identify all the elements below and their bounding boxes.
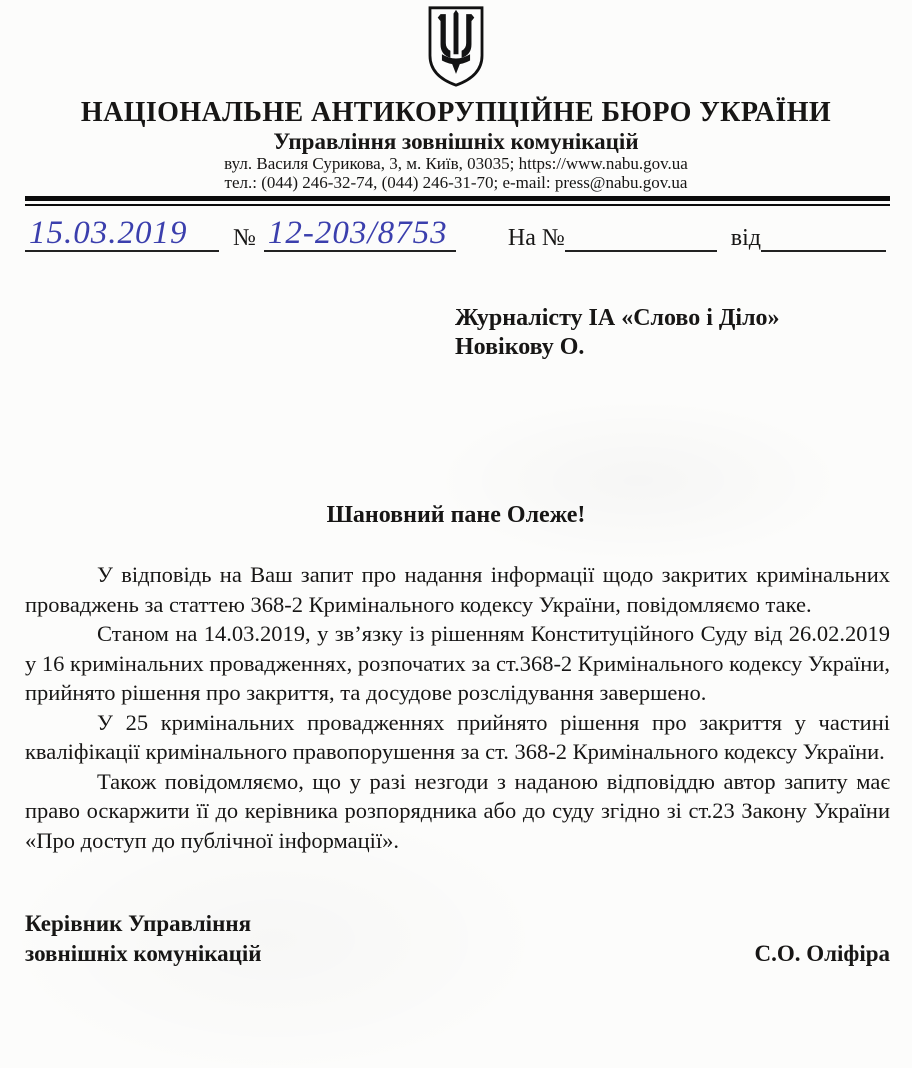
signer-title-line-1: Керівник Управління <box>25 911 252 936</box>
recipient-line-1: Журналісту ІА «Слово і Діло» <box>455 305 780 331</box>
handwritten-date: 15.03.2019 <box>29 215 188 251</box>
blank-underline-incoming <box>565 250 717 252</box>
paragraph-1: У відповідь на Ваш запит про надання інформації щодо закритих кримінальних проваджень за статтею 368-2 Кримінального кодексу України, повідомляємо таке. <box>25 562 890 617</box>
paragraph-3: У 25 кримінальних провадженнях прийнято рішення про закриття у частині кваліфікації кримінального правопорушення за ст. 368-2 Кримінального кодексу України. <box>25 709 890 764</box>
blank-underline-from <box>761 250 886 252</box>
reference-line <box>25 206 890 252</box>
letter-body <box>25 560 890 855</box>
recipient-block <box>455 304 912 362</box>
signer-title <box>25 909 262 969</box>
org-name: НАЦІОНАЛЬНЕ АНТИКОРУПЦІЙНЕ БЮРО УКРАЇНИ <box>80 97 832 128</box>
from-label: від <box>730 225 762 251</box>
handwritten-number: 12-203/8753 <box>267 215 448 251</box>
incoming-number-label: На № <box>507 225 565 251</box>
number-sign-label: № <box>233 225 256 251</box>
address-line: вул. Василя Сурикова, 3, м. Київ, 03035; https://www.nabu.gov.ua <box>224 154 688 173</box>
recipient-line-2: Новікову О. <box>455 334 585 360</box>
contact-line: тел.: (044) 246-32-74, (044) 246-31-70; e-mail: press@nabu.gov.ua <box>224 172 688 192</box>
signer-name: С.О. Оліфіра <box>754 941 890 966</box>
ukraine-trident-icon <box>420 5 492 95</box>
header-divider <box>25 196 890 206</box>
paragraph-2: Станом на 14.03.2019, у зв’язку із рішенням Конституційного Суду від 26.02.2019 у 16 кримінальних провадженнях, розпочатих за ст.368-2 Кримінального кодексу України, прийнято рішення про закриття, та досудове розслідування завершено. <box>25 621 890 705</box>
outgoing-number-field <box>264 215 456 252</box>
signature-block <box>25 909 890 969</box>
salutation: Шановний пане Олеже! <box>326 502 586 528</box>
paragraph-4: Також повідомляємо, що у разі незгоди з наданою відповіддю автор запиту має право оскаржити її до керівника розпорядника або до суду згідно зі ст.23 Закону України «Про доступ до публічної інформації». <box>25 768 890 853</box>
signer-title-line-2: зовнішніх комунікацій <box>25 941 262 966</box>
department-name: Управління зовнішніх комунікацій <box>273 129 639 154</box>
date-field <box>25 215 219 252</box>
